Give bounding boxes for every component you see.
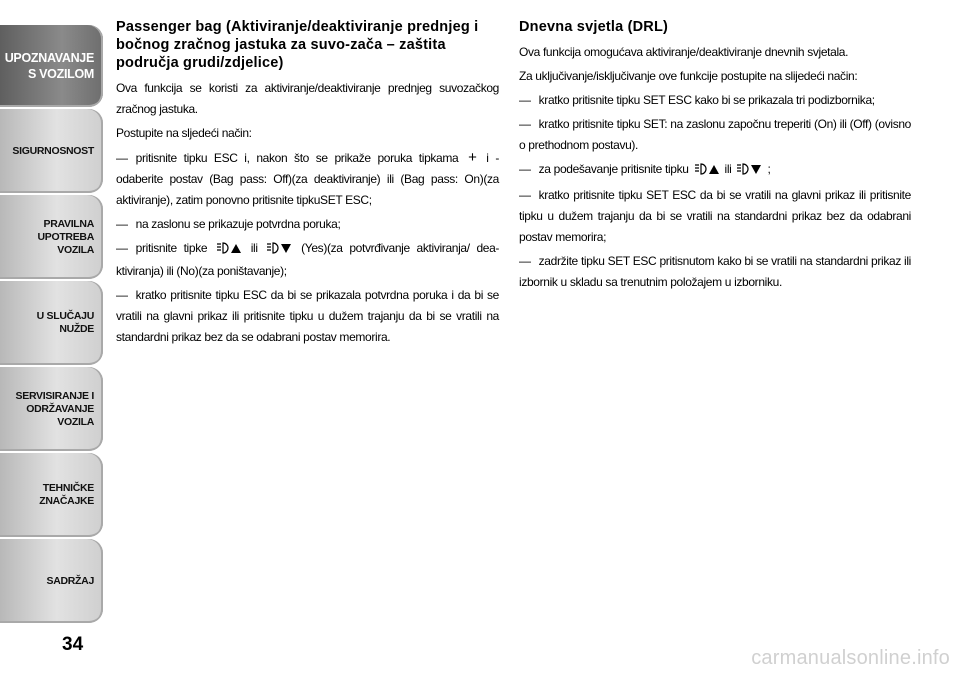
list-item: — pritisnite tipke ili (Yes)(za potvrđivanje aktiviranja/ dea-ktiviranja) ili (No)(za poništavanje);	[116, 241, 500, 278]
dash: —	[116, 217, 128, 231]
light-down-triangle-icon	[266, 240, 292, 261]
paragraph: Za uključivanje/isključivanje ove funkcije postupite na slijedeći način:	[519, 69, 858, 83]
list-item: — na zaslonu se prikazuje potvrdna poruka;	[116, 217, 341, 231]
section-heading: Dnevna svjetla (DRL)	[519, 19, 669, 35]
dash: —	[116, 241, 128, 255]
drl-section	[519, 18, 911, 296]
dash: —	[519, 93, 531, 107]
list-item: — za podešavanje pritisnite tipku ili ;	[519, 159, 911, 182]
light-up-triangle-icon	[694, 161, 720, 182]
chapter-sidebar	[0, 25, 103, 625]
list-item: — zadržite tipku SET ESC pritisnutom kako bi se vratili na standardni prikaz ili izbornik u skladu sa trenutnim položajem u izborniku.	[519, 254, 911, 289]
dash: —	[116, 288, 128, 302]
dash: —	[519, 162, 531, 176]
light-up-triangle-icon	[216, 240, 242, 261]
paragraph: Ova funkcija se koristi za aktiviranje/deaktiviranje prednjeg suvozačkog zračnog jastuka.	[116, 81, 499, 116]
dash: —	[519, 188, 531, 202]
tab-sadrzaj[interactable]: SADRŽAJ	[0, 539, 103, 623]
page-number: 34	[62, 634, 84, 655]
list-item: — kratko pritisnite tipku SET ESC kako bi se prikazala tri podizbornika;	[519, 93, 875, 107]
tab-tehnicke-znacajke[interactable]: TEHNIČKE ZNAČAJKE	[0, 453, 103, 537]
dash: —	[519, 117, 531, 131]
dash: —	[519, 254, 531, 268]
paragraph: Postupite na sljedeći način:	[116, 126, 252, 140]
tab-sigurnosnost[interactable]: SIGURNOSNOST	[0, 109, 103, 193]
section-heading: Passenger bag (Aktiviranje/deaktiviranje prednjeg i bočnog zračnog jastuka za suvo-zača – zaštita područja grudi/zdjelice)	[116, 19, 479, 71]
watermark: carmanualsonline.info	[751, 647, 950, 669]
plus-symbol: +	[468, 149, 477, 166]
tab-servisiranje[interactable]: SERVISIRANJE I ODRŽAVANJE VOZILA	[0, 367, 103, 451]
tab-upoznavanje-s-vozilom[interactable]: UPOZNAVANJE S VOZILOM	[0, 25, 103, 107]
light-down-triangle-icon	[736, 161, 762, 182]
tab-pravilna-upotreba[interactable]: PRAVILNA UPOTREBA VOZILA	[0, 195, 103, 279]
dash: —	[116, 151, 128, 165]
list-item: — kratko pritisnite tipku SET ESC da bi se vratili na glavni prikaz ili pritisnite tipku u dužem trajanju da bi se vratili na standardni prikaz bez da odabrani postav memorira;	[519, 188, 911, 244]
list-item: — kratko pritisnite tipku SET: na zaslonu započnu treperiti (On) ili (Off) (ovisno o prethodnom postavu).	[519, 117, 911, 152]
tab-u-slucaju-nuzde[interactable]: U SLUČAJU NUŽDE	[0, 281, 103, 365]
paragraph: Ova funkcija omogućava aktiviranje/deaktiviranje dnevnih svjetala.	[519, 45, 849, 59]
list-item: — pritisnite tipku ESC i, nakon što se prikaže poruka tipkama + i - odaberite postav (Bag pass: Off)(za deaktiviranje) ili (Bag pass: On)(za aktiviranje), zatim ponovno pritisnite tipkuSET ESC;	[116, 149, 499, 207]
list-item: — kratko pritisnite tipku ESC da bi se prikazala potvrdna poruka i da bi se vratili na glavni prikaz ili pritisnite tipku u dužem trajanju da bi se vratili na standardni prikaz bez da se odabrani postav memorira.	[116, 288, 499, 344]
passenger-bag-section	[116, 18, 499, 351]
